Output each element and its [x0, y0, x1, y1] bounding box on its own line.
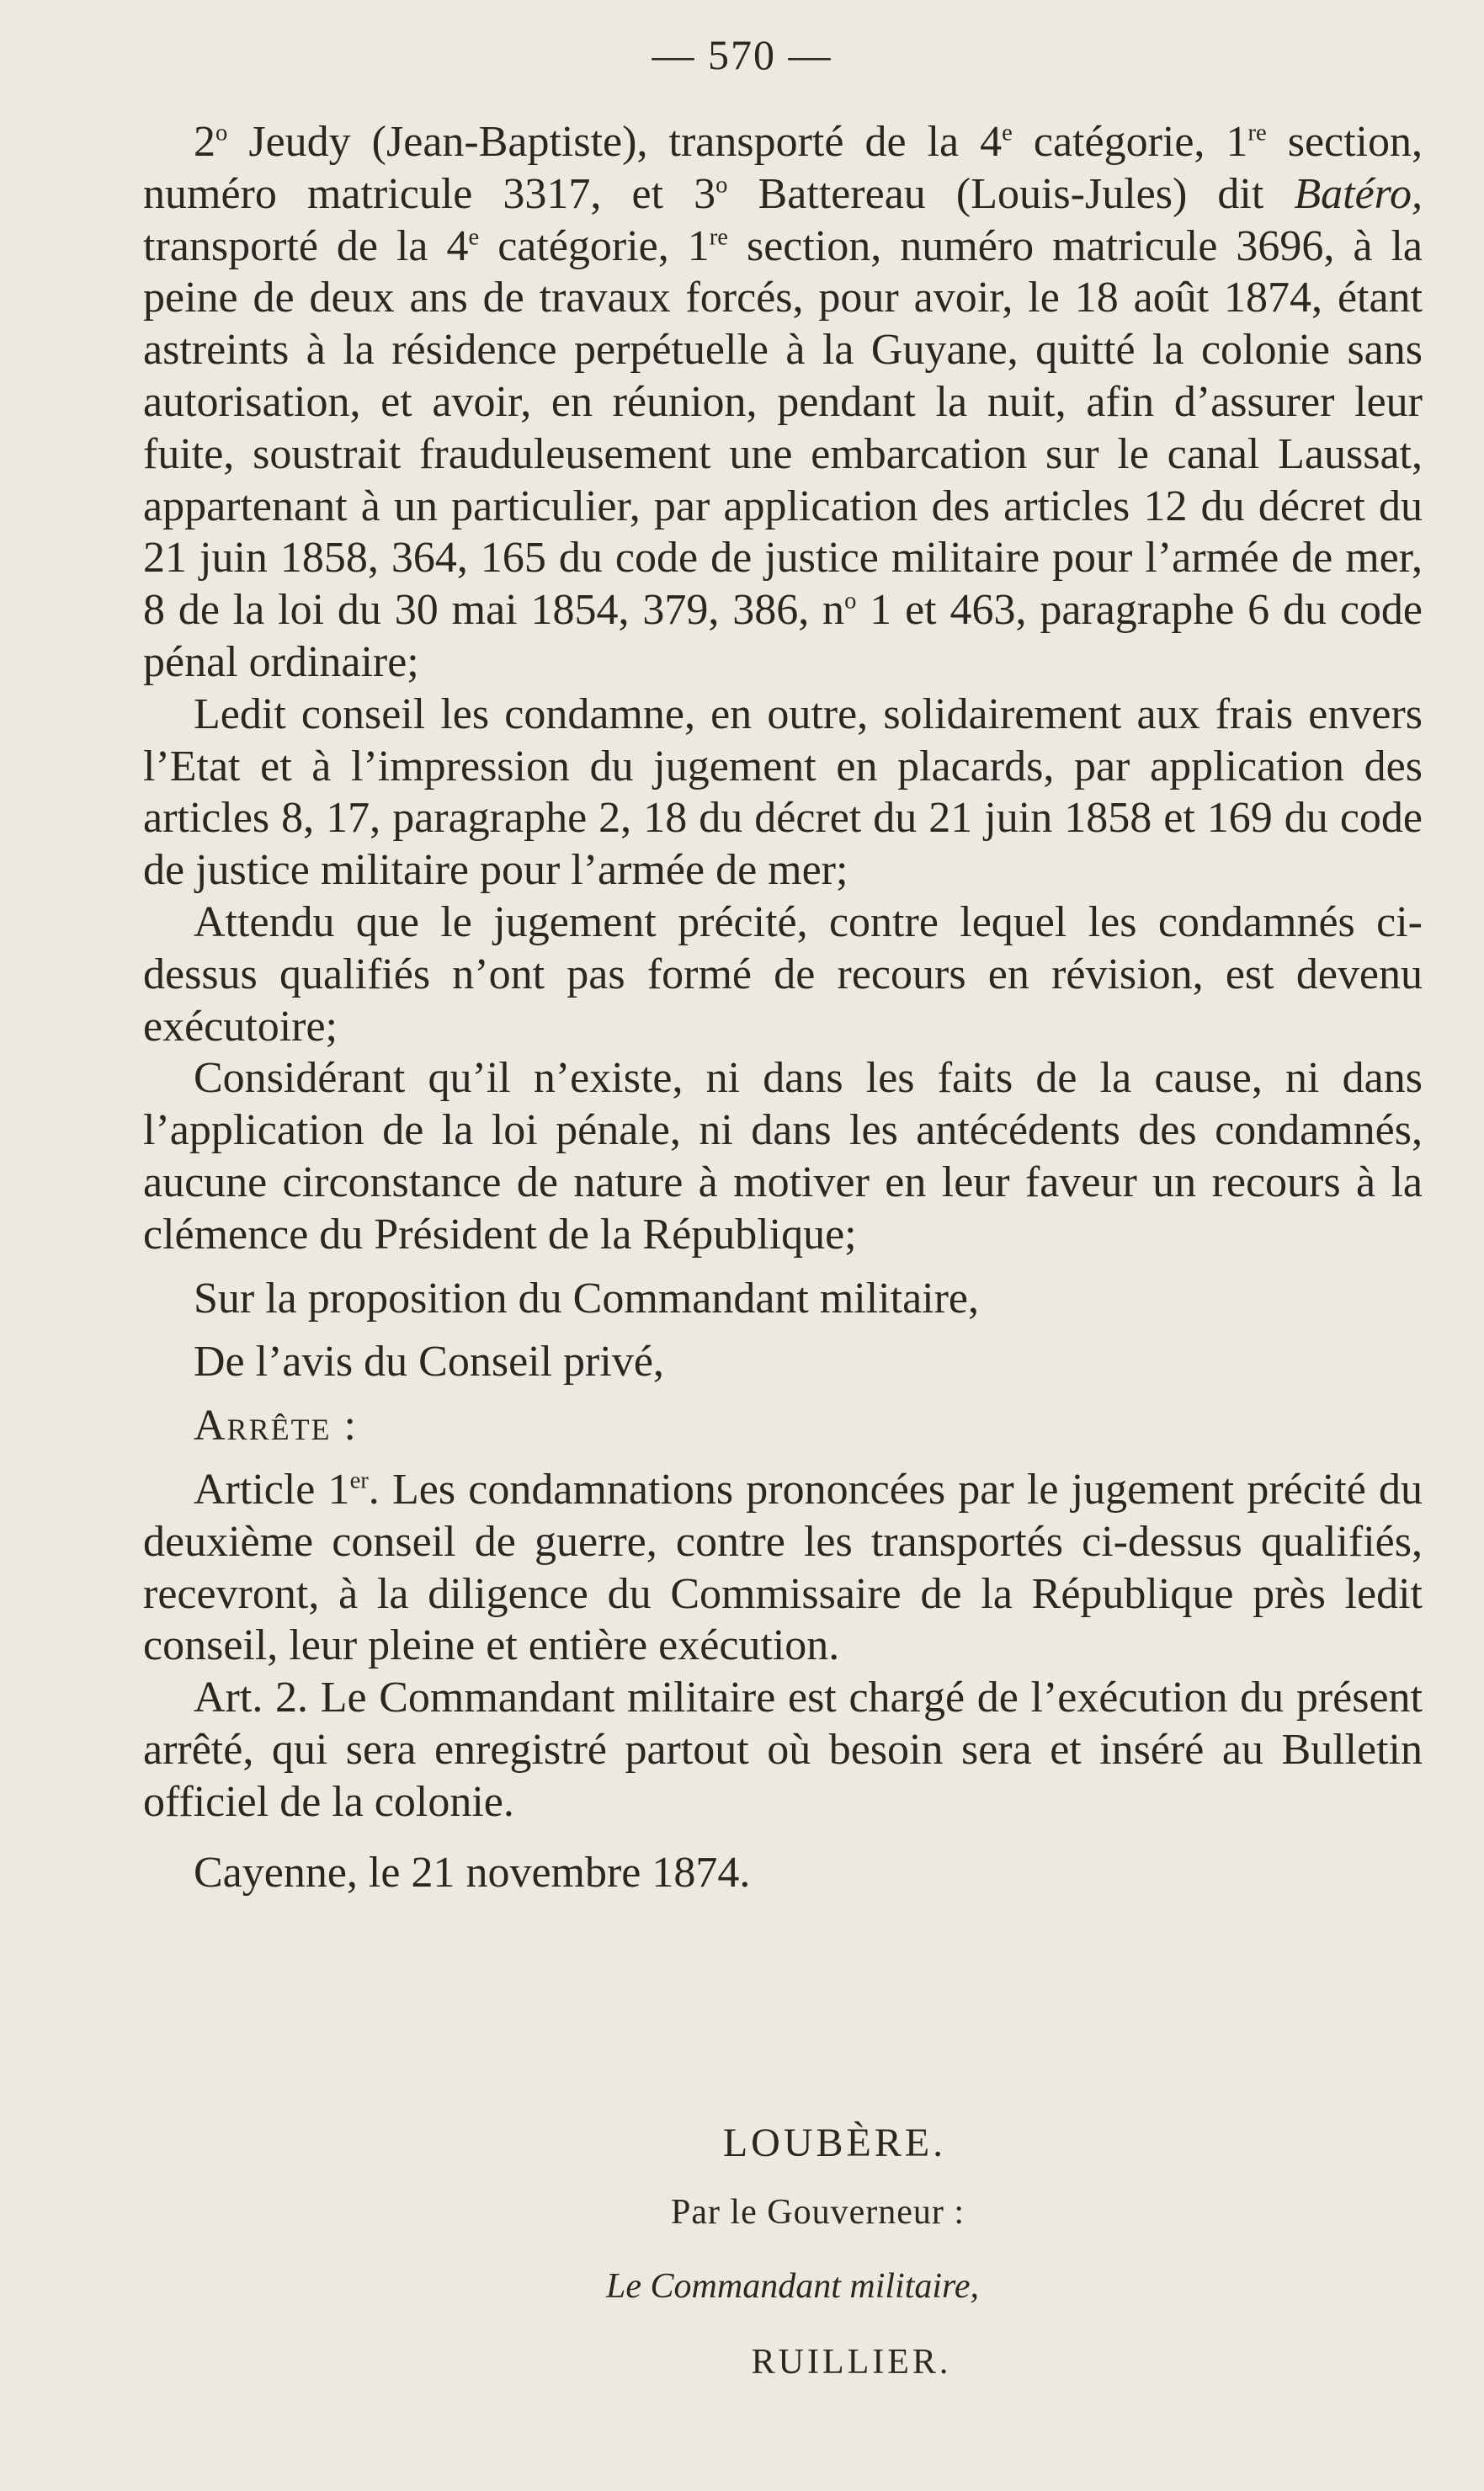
signature-governor: LOUBÈRE. — [722, 2121, 947, 2165]
signature-title: Le Commandant militaire, — [606, 2267, 979, 2306]
document-body — [143, 116, 1423, 1898]
signature-par-line: Par le Gouverneur : — [670, 2193, 965, 2232]
alias-name: Batéro, — [1294, 169, 1423, 218]
paragraph-sentence: 2$^o$ Jeudy (Jean-Baptiste), transporté de la 4e catégorie, 1re section, numéro matricule 3317, et 3$^o$ Battereau (Louis-Jules) dit Batéro, transporté de la 4e catégorie, 1re section, numéro matricule 3696, à la peine de deux ans de travaux forcés, pour avoir, le 18 août 1874, étant astreints à la résidence perpétuelle à la Guyane, quitté la colonie sans autorisation, et avoir, en réunion, pendant la nuit, afin d’assurer leur fuite, soustrait frauduleusement une embarcation sur le canal Laussat, appartenant à un particulier, par application des articles 12 du décret du 21 juin 1858, 364, 165 du code de justice militaire pour l’armée de mer, 8 de la loi du 30 mai 1854, 379, 386, $n^o$ 1 et 463, paragraphe 6 du code pénal ordinaire; — [143, 118, 1423, 686]
article-2: Art. 2. Le Commandant militaire est chargé de l’exécution du présent arrêté, qui sera enregistré partout où besoin sera et inséré au Bulletin officiel de la colonie. — [143, 1674, 1423, 1826]
signature-commandant: RUILLIER. — [751, 2343, 952, 2382]
article-1: Article 1er. Les condamnations prononcées par le jugement précité du deuxième conseil de guerre, contre les transportés ci-dessus qualifiés, recevront, à la diligence du Commissaire de la République près ledit conseil, leur pleine et entière exécution. — [143, 1465, 1423, 1670]
arrete-heading: Arrête : — [194, 1402, 358, 1450]
paragraph-considerant: Considérant qu’il n’existe, ni dans les faits de la cause, ni dans l’application de la loi pénale, ni dans les antécédents des condamnés, aucune circonstance de nature à motiver en leur faveur un recours à la clémence du Président de la République; — [143, 1054, 1423, 1259]
paragraph-proposition: Sur la proposition du Commandant militaire, — [194, 1274, 980, 1323]
date-line: Cayenne, le 21 novembre 1874. — [194, 1848, 751, 1897]
paragraph-costs: Ledit conseil les condamne, en outre, solidairement aux frais envers l’Etat et à l’impression du jugement en placards, par application des articles 8, 17, paragraphe 2, 18 du décret du 21 juin 1858 et 169 du code de justice militaire pour l’armée de mer; — [143, 689, 1423, 895]
page-number: — 570 — — [652, 31, 832, 78]
paragraph-avis: De l’avis du Conseil privé, — [194, 1338, 664, 1387]
paragraph-attendu: Attendu que le jugement précité, contre lequel les condamnés ci-dessus qualifiés n’ont pas formé de recours en révision, est devenu exécutoire; — [143, 897, 1423, 1051]
